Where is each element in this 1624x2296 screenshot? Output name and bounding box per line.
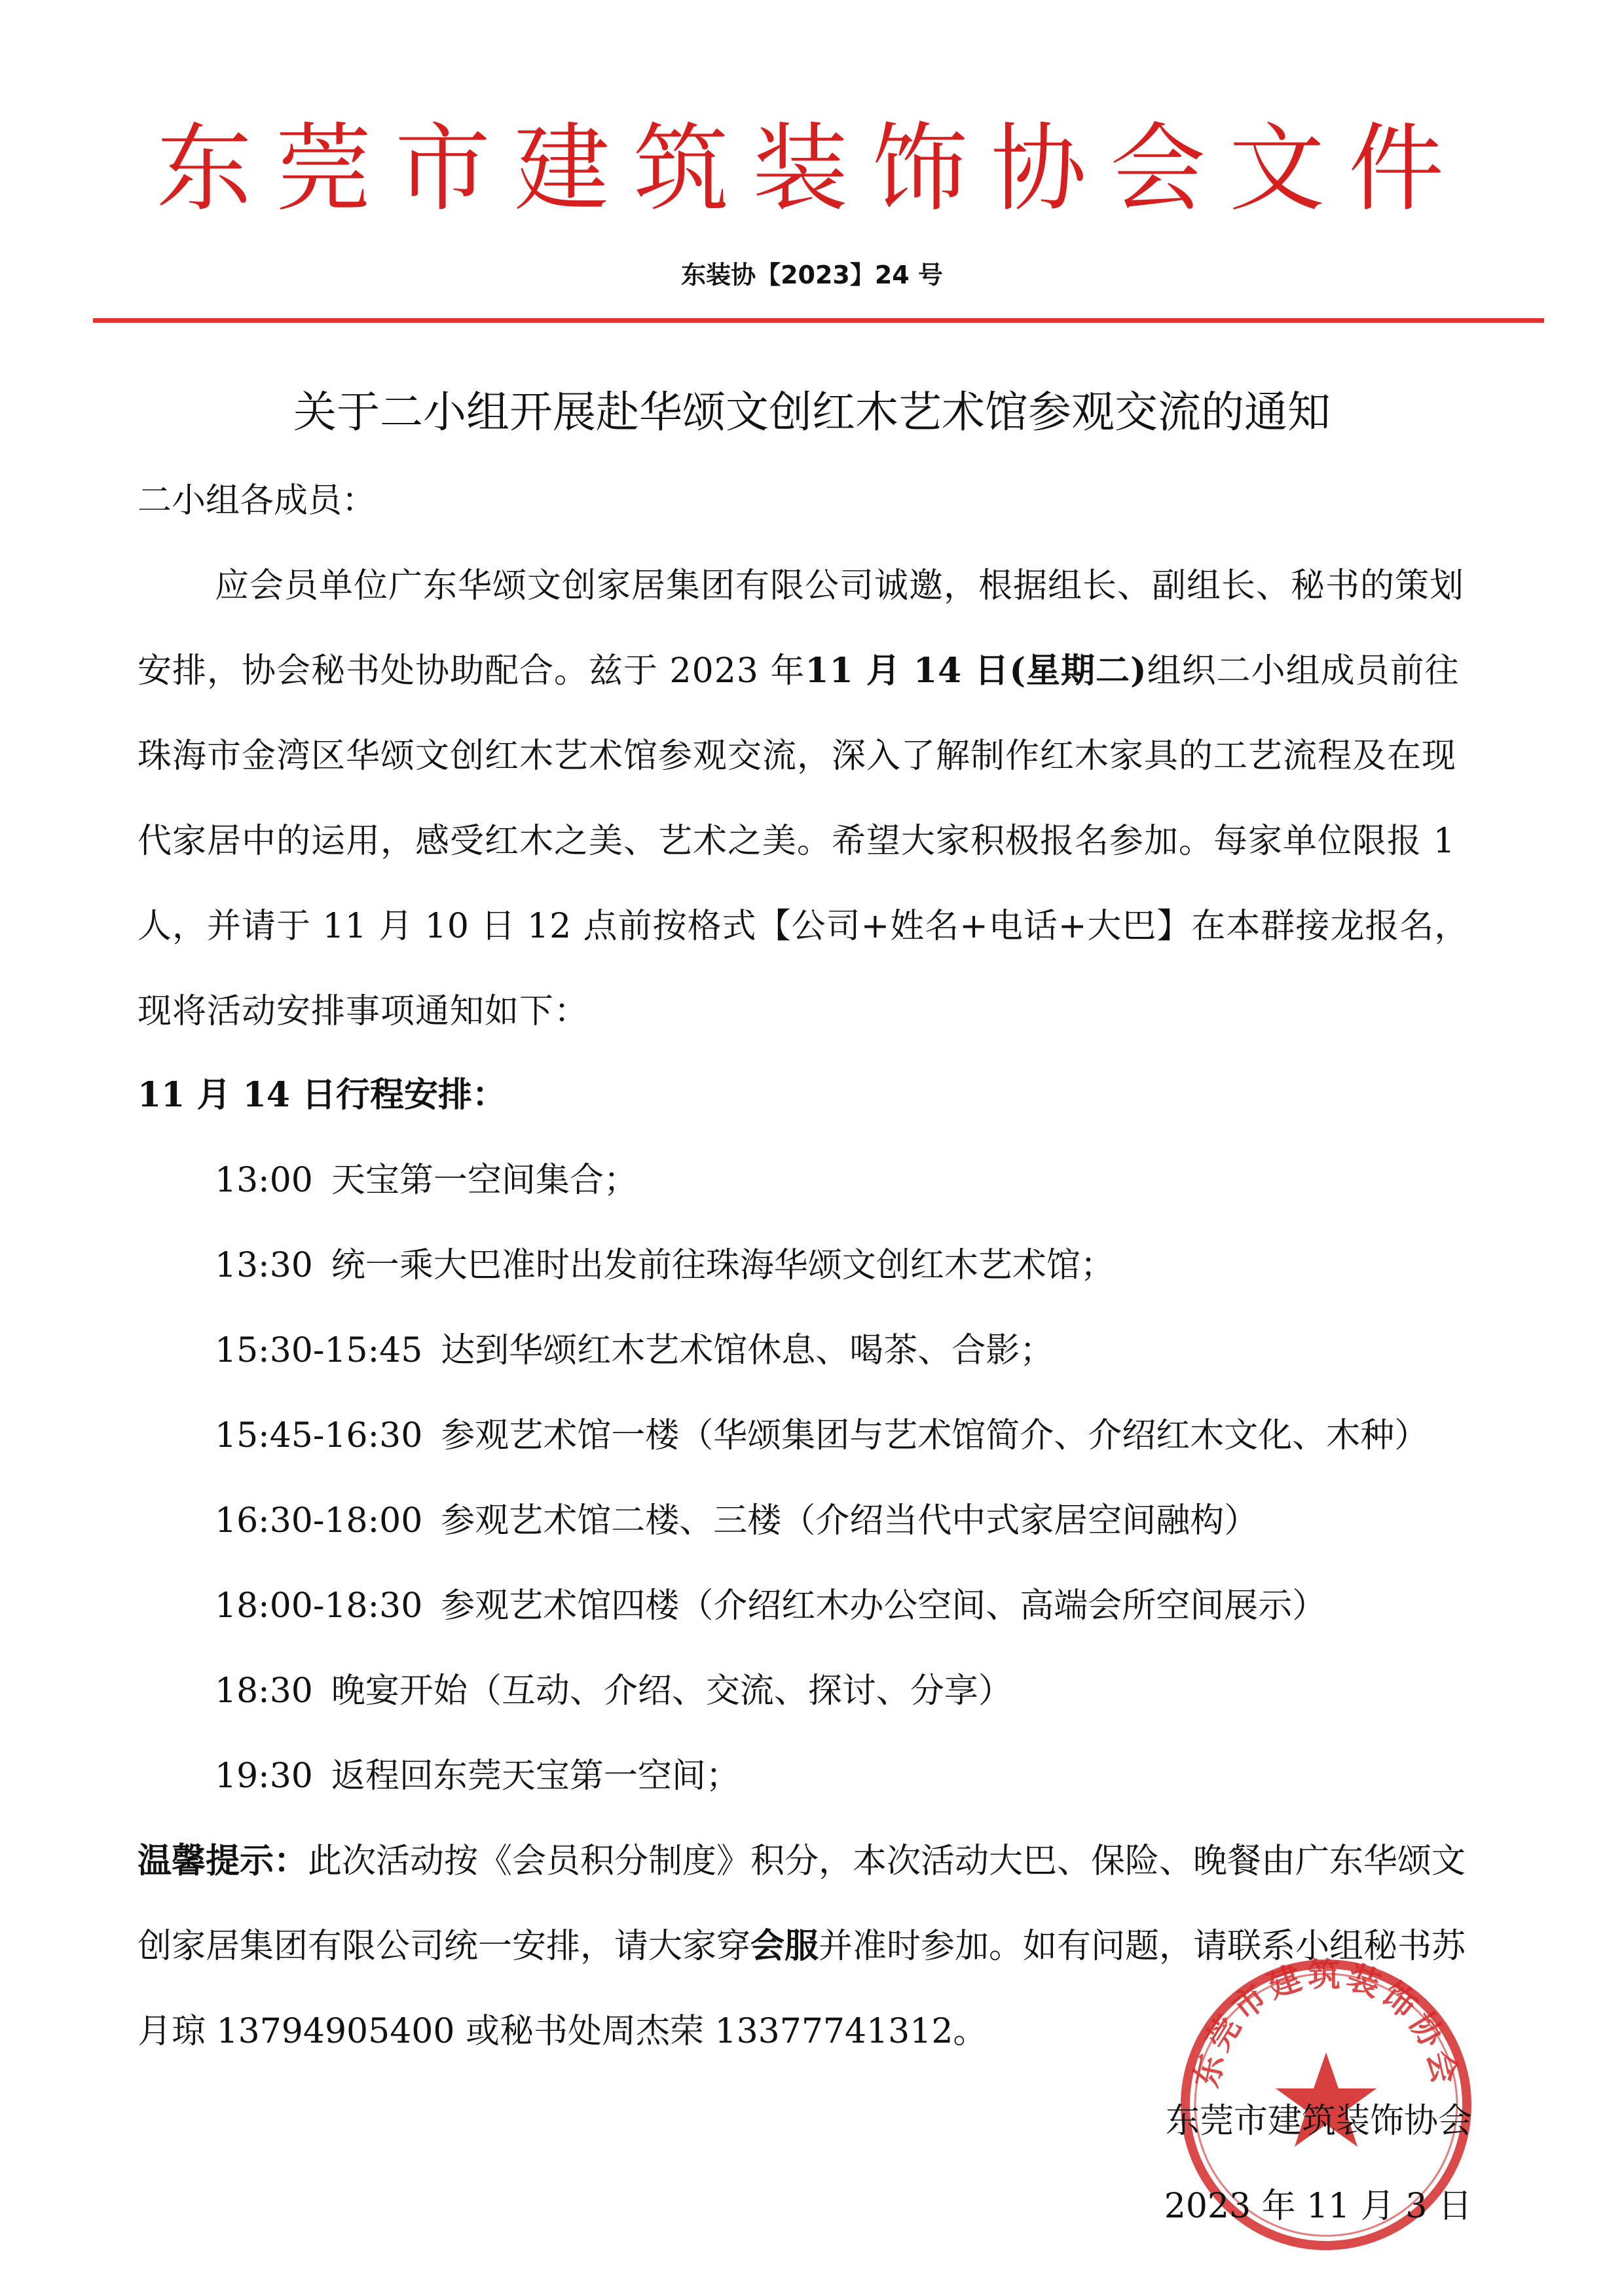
schedule-text: 参观艺术馆一楼（华颂集团与艺术馆简介、介绍红木文化、木种）	[441, 1416, 1429, 1455]
signer-organization: 东莞市建筑装饰协会	[1165, 2102, 1472, 2141]
schedule-time: 13:00	[215, 1161, 313, 1200]
schedule-time: 15:30-15:45	[215, 1331, 423, 1370]
schedule-time: 19:30	[215, 1757, 313, 1796]
schedule-time: 16:30-18:00	[215, 1501, 423, 1540]
schedule-item	[215, 1308, 1524, 1393]
tip-text-b: 并准时参加。如有问题，请联系小组秘书苏月琼 13794905400 或秘书处周杰荣 13377741312。	[138, 1927, 1466, 2051]
header-divider	[93, 318, 1544, 323]
schedule-text: 天宝第一空间集合；	[331, 1161, 638, 1200]
tip-text-bold: 会服	[750, 1926, 819, 1966]
notice-paragraph	[138, 543, 1485, 1054]
schedule-time: 18:30	[215, 1671, 313, 1711]
schedule-text: 参观艺术馆四楼（介绍红木办公空间、高端会所空间展示）	[441, 1586, 1327, 1626]
schedule-heading: 11 月 14 日行程安排：	[138, 1075, 507, 1115]
tip-label: 温馨提示：	[138, 1841, 308, 1881]
schedule-item	[215, 1393, 1524, 1478]
schedule-text: 统一乘大巴准时出发前往珠海华颂文创红木艺术馆；	[331, 1246, 1115, 1285]
paragraph-date-bold: 11 月 14 日(星期二)	[805, 651, 1147, 691]
schedule-list	[215, 1138, 1524, 1819]
schedule-time: 13:30	[215, 1246, 313, 1285]
seal-text: 东莞市建筑装饰协会	[1186, 1955, 1466, 2091]
schedule-text: 参观艺术馆二楼、三楼（介绍当代中式家居空间融构）	[441, 1501, 1259, 1540]
schedule-text: 返程回东莞天宝第一空间；	[331, 1757, 740, 1796]
notice-title: 关于二小组开展赴华颂文创红木艺术馆参观交流的通知	[293, 387, 1331, 437]
document-masthead: 东莞市建筑装饰协会文件	[157, 113, 1467, 225]
salutation: 二小组各成员：	[138, 481, 377, 520]
schedule-item	[215, 1563, 1524, 1649]
schedule-item	[215, 1734, 1524, 1819]
signature-block	[1164, 2079, 1472, 2249]
signature-date: 2023 年 11 月 3 日	[1164, 2187, 1472, 2226]
document-number: 东装协【2023】24 号	[681, 261, 943, 289]
schedule-item	[215, 1223, 1524, 1308]
paragraph-text-pre: 应会员单位广东华颂文创家居集团有限公司诚邀，根据组长、副组长、秘书的策划安排，协会秘书处协助配合。兹于 2023 年	[138, 566, 1465, 691]
schedule-time: 18:00-18:30	[215, 1586, 423, 1626]
schedule-item	[215, 1138, 1524, 1223]
schedule-item	[215, 1649, 1524, 1734]
tip-text-a: 此次活动按《会员积分制度》积分，本次活动大巴、保险、晚餐由广东华颂文创家居集团有限公司统一安排，请大家穿	[138, 1842, 1466, 1966]
schedule-text: 晚宴开始（互动、介绍、交流、探讨、分享）	[331, 1671, 1012, 1711]
schedule-item	[215, 1478, 1524, 1563]
schedule-time: 15:45-16:30	[215, 1416, 423, 1455]
schedule-text: 达到华颂红木艺术馆休息、喝茶、合影；	[441, 1331, 1054, 1370]
paragraph-text-post: 组织二小组成员前往珠海市金湾区华颂文创红木艺术馆参观交流，深入了解制作红木家具的工艺流程及在现代家居中的运用，感受红木之美、艺术之美。希望大家积极报名参加。每家单位限报 1 人，并请于 11 月 10 日 12 点前按格式【公司+姓名+电话+大巴】在本群接龙报名，现将活动安排事项通知如下：	[138, 651, 1469, 1031]
